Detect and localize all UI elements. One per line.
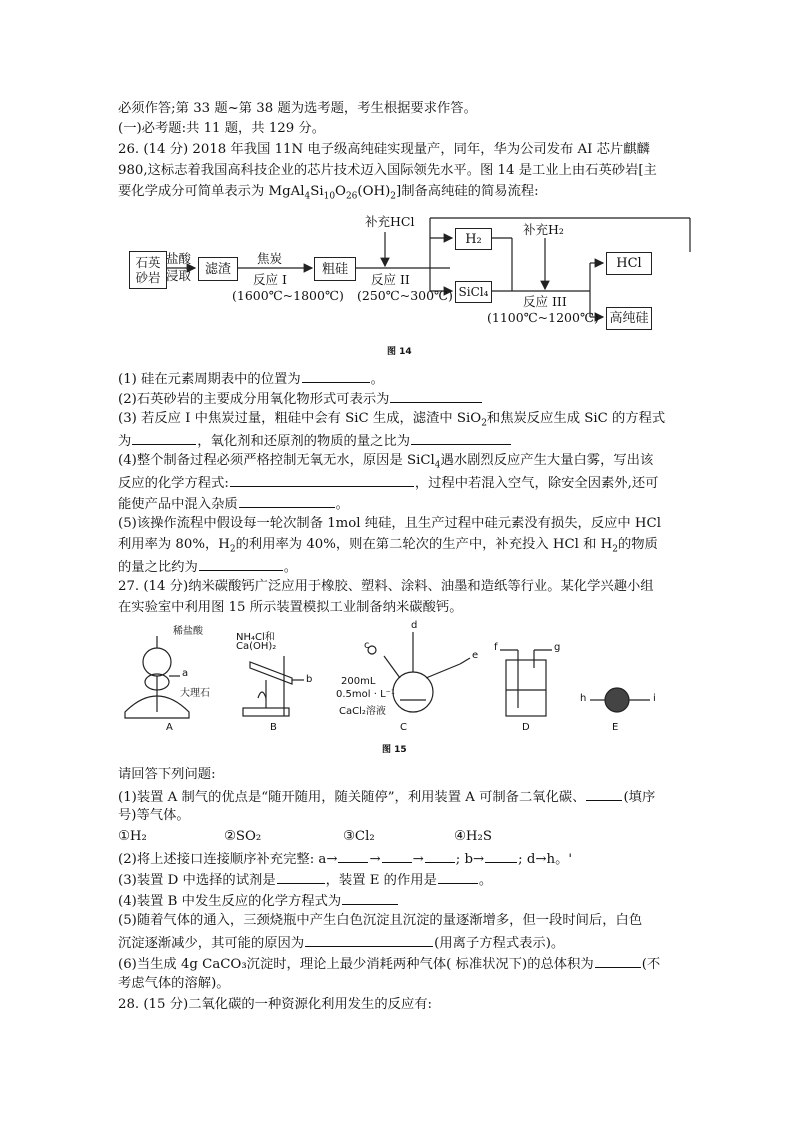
leach-label: 盐酸 浸取 xyxy=(166,251,192,283)
answer-blank[interactable] xyxy=(239,494,335,508)
raw-material-box xyxy=(129,251,167,289)
option-2: ②SO₂ xyxy=(224,829,262,844)
apparatus-figure xyxy=(0,620,794,760)
answer-blank[interactable] xyxy=(411,431,511,445)
apparatus-drawing xyxy=(0,620,794,760)
solution-c-line3: CaCl₂溶液 xyxy=(339,706,386,717)
port-h: h xyxy=(580,693,587,704)
q26-p5d: 的物质 xyxy=(617,537,658,552)
answer-blank[interactable] xyxy=(390,389,482,403)
sub: 2 xyxy=(390,191,397,202)
answer-blank[interactable] xyxy=(342,891,398,905)
q26-line-2: 980,这标志着我国高科技企业的芯片技术迈入国际领先水平。图 14 是工业上由石英砂岩[主 xyxy=(118,163,657,178)
sub: 4 xyxy=(434,460,441,471)
q26-p3b: 和焦炭反应生成 SiC 的方程式 xyxy=(486,411,666,426)
answer-blank[interactable] xyxy=(305,933,433,947)
q26-l3c: O xyxy=(335,184,346,199)
reaction-2-label: 反应 II xyxy=(371,272,410,287)
port-e: e xyxy=(472,650,479,661)
q28-line-1: 28. (15 分)二氧化碳的一种资源化利用发生的反应有: xyxy=(118,997,433,1012)
q26-l3e: ]制备高纯硅的简易流程: xyxy=(396,184,539,199)
port-i: i xyxy=(653,693,656,704)
option-1: ①H₂ xyxy=(118,829,147,844)
q27-p4a: (4)装置 B 中发生反应的化学方程式为 xyxy=(118,894,342,909)
figure-14-caption: 图 14 xyxy=(387,347,412,357)
port-c: c xyxy=(364,640,370,651)
q26-line-1: 26. (14 分) 2018 年我国 11N 电子级高纯硅实现量产，同年，华为公司发布 AI 芯片麒麟 xyxy=(118,142,650,157)
sub: 2 xyxy=(481,418,487,429)
q27-part-2 xyxy=(118,849,572,869)
sicl4-box: SiCl₄ xyxy=(455,281,492,303)
dilute-hcl-label: 稀盐酸 xyxy=(173,626,203,637)
temp-1-label: (1600℃~1800℃) xyxy=(232,288,344,303)
q26-p4c: 反应的化学方程式: xyxy=(118,476,229,491)
q26-part-5: (5)该操作流程中假设每一轮次制备 1mol 纯硅，且生产过程中硅元素没有损失，反应中 HCl xyxy=(118,516,661,531)
period: 。 xyxy=(478,873,493,888)
q26-p5c: 的利用率为 40%，则在第二轮次的生产中，补充投入 HCl 和 H xyxy=(235,537,613,552)
q26-p4a: (4)整个制备过程必须严格控制无氧无水，原因是 SiCl xyxy=(118,453,435,468)
q27-part-6 xyxy=(118,954,660,974)
q26-p2-text: (2)石英砂岩的主要成分用氧化物形式可表示为 xyxy=(118,392,390,407)
q27-p3a: (3)装置 D 中选择的试剂是 xyxy=(118,873,276,888)
answer-blank[interactable] xyxy=(132,431,196,445)
hcl-box: HCl xyxy=(606,252,652,275)
port-b: b xyxy=(306,674,313,685)
q26-part-3b xyxy=(118,431,512,451)
marble-label: 大理石 xyxy=(180,688,210,699)
q27-part-1 xyxy=(118,787,655,807)
residue-box: 滤渣 xyxy=(198,257,238,281)
coke-label: 焦炭 xyxy=(257,251,283,266)
q26-p4b: 遇水剧烈反应产生大量白雾，写出该 xyxy=(440,453,654,468)
figure-15-caption: 图 15 xyxy=(382,745,407,755)
q27-p2a: (2)将上述接口连接顺序补充完整: a→ xyxy=(118,852,338,867)
sub: 2 xyxy=(229,544,236,555)
port-a: a xyxy=(182,668,189,679)
label-a: A xyxy=(166,722,173,733)
pure-silicon-box: 高纯硅 xyxy=(606,307,652,330)
q26-l3b: Si xyxy=(310,184,324,199)
q27-p1b: (填序 xyxy=(623,790,656,805)
answer-blank[interactable] xyxy=(485,849,517,863)
answer-blank[interactable] xyxy=(382,849,412,863)
label-d: D xyxy=(522,722,530,733)
q26-p4d: ，过程中若混入空气，除安全因素外,还可 xyxy=(414,476,659,491)
q26-p5e: 的量之比约为 xyxy=(118,560,198,575)
temp-2-label: (250℃~300℃) xyxy=(357,288,453,303)
q26-p1-text: (1) 硅在元素周期表中的位置为 xyxy=(118,372,301,387)
arrow: → xyxy=(412,852,424,867)
q27-p5c: (用离子方程式表示)。 xyxy=(434,936,565,951)
q27-p5b: 沉淀逐渐减少，其可能的原因为 xyxy=(118,936,305,951)
q27-line-2: 在实验室中利用图 15 所示装置模拟工业制备纳米碳酸钙。 xyxy=(118,600,463,615)
q26-part-4c xyxy=(118,494,349,514)
sub: 10 xyxy=(323,191,336,202)
q27-p3b: ，装置 E 的作用是 xyxy=(325,873,437,888)
q27-part-6b: 考虑气体的溶解)。 xyxy=(118,976,230,991)
q26-p3a: (3) 若反应 I 中焦炭过量，粗硅中会有 SiC 生成，滤渣中 SiO xyxy=(118,411,482,426)
port-g: g xyxy=(554,642,561,653)
add-h2-label: 补充H₂ xyxy=(523,222,564,237)
intro-line-1: 必须作答;第 33 题~第 38 题为选考题，考生根据要求作答。 xyxy=(118,101,477,116)
add-hcl-label: 补充HCl xyxy=(365,214,415,229)
q26-part-4b xyxy=(118,473,658,493)
temp-3-label: (1100℃~1200℃) xyxy=(487,310,599,325)
port-f: f xyxy=(494,642,498,653)
q26-part-4 xyxy=(118,452,653,470)
sub: 2 xyxy=(612,544,618,555)
q27-line-1: 27. (14 分)纳米碳酸钙广泛应用于橡胶、塑料、涂料、油墨和造纸等行业。某化学兴趣小组 xyxy=(118,579,654,594)
answer-blank[interactable] xyxy=(199,557,283,571)
solution-c-line2: 0.5mol · L⁻¹ xyxy=(336,689,395,700)
label-c: C xyxy=(400,722,407,733)
answer-blank[interactable] xyxy=(302,369,370,383)
q27-ask: 请回答下列问题: xyxy=(118,767,216,782)
option-3: ③Cl₂ xyxy=(343,829,375,844)
q27-p2d: ; b→ xyxy=(455,852,485,867)
q27-part-5b xyxy=(118,933,564,953)
q26-part-5c xyxy=(118,557,297,577)
q26-p4e: 能使产品中混入杂质 xyxy=(118,497,238,512)
answer-blank[interactable] xyxy=(425,849,455,863)
q27-part-4 xyxy=(118,891,399,911)
label-b: B xyxy=(270,722,277,733)
q27-part-1b: 号)等气体。 xyxy=(118,808,190,823)
reaction-3-label: 反应 III xyxy=(523,294,567,309)
q27-p2e: ; d→h。' xyxy=(518,852,573,867)
q27-part-5: (5)随着气体的通入，三颈烧瓶中产生白色沉淀且沉淀的量逐渐增多，但一段时间后，白色 xyxy=(118,913,643,928)
q27-p1a: (1)装置 A 制气的优点是“随开随用，随关随停”，利用装置 A 可制备二氧化碳、 xyxy=(118,790,586,805)
reaction-1-label: 反应 I xyxy=(253,272,287,287)
raw-material-label: 石英 砂岩 xyxy=(135,255,161,285)
q26-p5b: 利用率为 80%，H xyxy=(118,537,230,552)
q27-part-3 xyxy=(118,870,492,890)
label-e: E xyxy=(612,722,619,733)
answer-blank[interactable] xyxy=(338,849,368,863)
intro-line-2: (一)必考题:共 11 题，共 129 分。 xyxy=(118,121,326,136)
arrow: → xyxy=(369,852,381,867)
sub: 4 xyxy=(304,191,311,202)
solution-c-line1: 200mL xyxy=(341,676,376,687)
answer-blank[interactable] xyxy=(230,473,414,487)
port-d: d xyxy=(411,620,418,631)
q26-part-1 xyxy=(118,369,384,389)
q26-p3d: ，氧化剂和还原剂的物质的量之比为 xyxy=(197,434,411,449)
answer-blank[interactable] xyxy=(438,870,478,884)
q26-part-2 xyxy=(118,389,483,409)
sub: 26 xyxy=(345,191,358,202)
answer-blank[interactable] xyxy=(586,787,622,801)
flow-arrows xyxy=(0,0,794,360)
h2-box: H₂ xyxy=(455,228,492,250)
q27-p6a: (6)当生成 4g CaCO₃沉淀时，理论上最少消耗两种气体( 标准状况下)的总体积为 xyxy=(118,957,594,972)
q26-l3a: 要化学成分可简单表示为 MgAl xyxy=(118,184,305,199)
period: 。 xyxy=(283,560,298,575)
q26-p3c: 为 xyxy=(118,434,132,449)
period: 。 xyxy=(335,497,349,512)
flow-diagram xyxy=(0,0,794,360)
q26-part-5b xyxy=(118,536,658,554)
q26-part-3 xyxy=(118,410,665,428)
reagent-b-line2: Ca(OH)₂ xyxy=(236,641,277,652)
period: 。 xyxy=(370,372,384,387)
answer-blank[interactable] xyxy=(595,954,641,968)
answer-blank[interactable] xyxy=(277,870,325,884)
reagent-b-line1: NH₄Cl和 xyxy=(236,632,275,643)
q27-p6b: (不 xyxy=(641,957,661,972)
crude-silicon-box: 粗硅 xyxy=(314,257,356,281)
option-4: ④H₂S xyxy=(454,829,492,844)
q26-l3d: (OH) xyxy=(357,184,391,199)
